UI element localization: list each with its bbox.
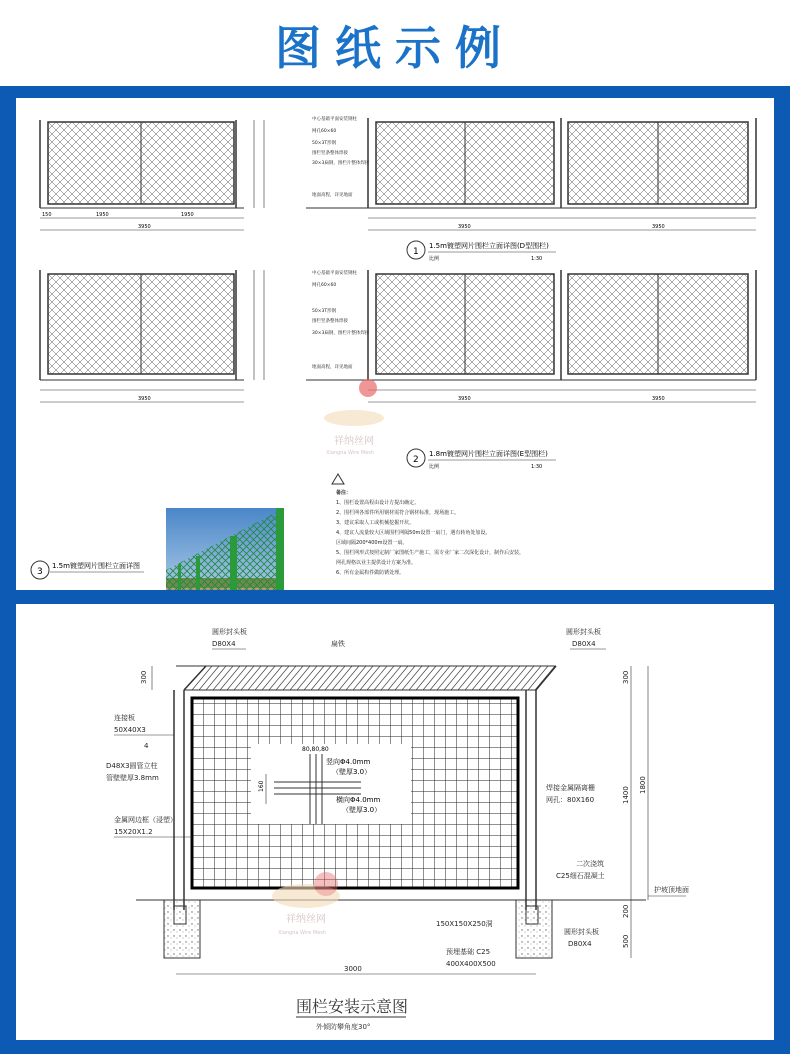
- svg-text:50X40X3: 50X40X3: [114, 726, 146, 734]
- svg-text:3、建议采取人工或机械挖掘开坑。: 3、建议采取人工或机械挖掘开坑。: [336, 520, 415, 526]
- svg-text:1.5m镀塑网片围栏立面详图: 1.5m镀塑网片围栏立面详图: [52, 562, 140, 570]
- svg-text:D80X4: D80X4: [212, 640, 236, 648]
- svg-text:网孔：80X160: 网孔：80X160: [546, 796, 595, 804]
- svg-text:3950: 3950: [652, 396, 665, 402]
- svg-text:祥纳丝网: 祥纳丝网: [334, 436, 374, 447]
- svg-text:300: 300: [622, 670, 630, 684]
- svg-text:1800: 1800: [639, 776, 647, 794]
- svg-text:3: 3: [37, 567, 43, 577]
- svg-text:中心基础平面安装钢柱: 中心基础平面安装钢柱: [312, 117, 357, 122]
- svg-text:1.5m镀塑网片围栏立面详图(D型围栏): 1.5m镀塑网片围栏立面详图(D型围栏): [429, 242, 549, 250]
- svg-text:祥纳丝网: 祥纳丝网: [286, 914, 326, 925]
- svg-text:网孔60×60: 网孔60×60: [312, 129, 337, 134]
- svg-text:D80X4: D80X4: [568, 940, 592, 948]
- svg-text:区域间隔200*400m设置一扇。: 区域间隔200*400m设置一扇。: [336, 540, 408, 546]
- mesh-top-dims: 80,80,80: [302, 746, 329, 753]
- svg-text:4、建议人流量较大区域围栏网隔50m设置一扇门，遇有转角处加: 4、建议人流量较大区域围栏网隔50m设置一扇门，遇有转角处加设。: [336, 530, 491, 536]
- elevation-2-left: [40, 270, 264, 402]
- top-spikes: [176, 666, 556, 690]
- mesh-side-dims: 160: [258, 780, 265, 792]
- svg-text:地面高程，详见地面: 地面高程，详见地面: [312, 193, 353, 198]
- svg-text:1950: 1950: [96, 212, 109, 218]
- svg-text:D80X4: D80X4: [572, 640, 596, 648]
- svg-text:150X150X250洞: 150X150X250洞: [436, 920, 493, 928]
- elevation-2-caption: [407, 449, 556, 470]
- vertical-bar-label: 竖向Φ4.0mm: [326, 758, 371, 766]
- elevation-3-caption: [31, 561, 144, 579]
- svg-text:备注：: 备注：: [336, 490, 352, 496]
- elevation-2-right: [359, 270, 756, 402]
- elevation-1-left: [40, 120, 264, 230]
- diagram-caption: [296, 997, 408, 1031]
- svg-text:连接板: 连接板: [114, 714, 135, 722]
- svg-text:地面高程，详见地面: 地面高程，详见地面: [312, 365, 353, 370]
- page-title-bar: [0, 0, 790, 86]
- elevation-1-caption: [407, 241, 556, 262]
- svg-text:3950: 3950: [652, 224, 665, 230]
- svg-text:1:30: 1:30: [531, 464, 543, 470]
- svg-text:30×3扁钢，围栏片整体焊接: 30×3扁钢，围栏片整体焊接: [312, 331, 370, 336]
- svg-text:圆形封头板: 圆形封头板: [564, 928, 599, 936]
- svg-text:500: 500: [622, 934, 630, 948]
- svg-text:4: 4: [144, 742, 149, 750]
- svg-text:300: 300: [140, 670, 148, 684]
- notes-block: [332, 474, 524, 576]
- watermark-top: [324, 410, 384, 456]
- svg-text:50×3T形钢: 50×3T形钢: [312, 141, 337, 146]
- svg-text:护坡顶地面: 护坡顶地面: [654, 886, 689, 894]
- top-drawing-sheet: [16, 98, 774, 594]
- svg-text:预埋基础 C25: 预埋基础 C25: [446, 948, 491, 956]
- svg-text:400X400X500: 400X400X500: [446, 960, 496, 968]
- svg-text:焊接金属隔离栅: 焊接金属隔离栅: [546, 784, 595, 792]
- svg-text:Xiangna Wire Mesh: Xiangna Wire Mesh: [278, 930, 327, 936]
- top-drawing-frame: [0, 86, 790, 604]
- svg-text:1:30: 1:30: [531, 256, 543, 262]
- svg-text:圆形封头板: 圆形封头板: [212, 628, 247, 636]
- svg-text:3950: 3950: [458, 396, 471, 402]
- horizontal-bar-label: 横向Φ4.0mm: [336, 796, 381, 804]
- horizontal-bar-sub: （壁厚3.0）: [342, 806, 382, 814]
- svg-text:围栏安装示意图: 围栏安装示意图: [296, 997, 409, 1016]
- svg-text:3950: 3950: [138, 224, 151, 230]
- svg-text:5、围栏网形式按照定制厂家图纸生产施工，需专业厂家二次深化设: 5、围栏网形式按照定制厂家图纸生产施工，需专业厂家二次深化设计，制作后安装，: [336, 550, 525, 556]
- elevation-1-right: [368, 118, 756, 230]
- svg-text:网孔规格以业主提供设计方案为准。: 网孔规格以业主提供设计方案为准。: [336, 560, 417, 566]
- svg-text:比例: 比例: [429, 256, 440, 262]
- svg-text:Xiangna Wire Mesh: Xiangna Wire Mesh: [326, 450, 375, 456]
- svg-text:15X20X1.2: 15X20X1.2: [114, 828, 153, 836]
- foundations: [164, 900, 552, 958]
- svg-text:1.8m镀塑网片围栏立面详图(E型围栏): 1.8m镀塑网片围栏立面详图(E型围栏): [429, 450, 548, 458]
- svg-text:1400: 1400: [622, 786, 630, 804]
- bottom-drawing-frame: [0, 590, 790, 1054]
- svg-text:网孔60×60: 网孔60×60: [312, 283, 337, 288]
- installation-diagram: [16, 604, 774, 1040]
- top-labels: [212, 627, 606, 649]
- svg-text:管壁壁厚3.8mm: 管壁壁厚3.8mm: [106, 774, 159, 782]
- svg-text:1950: 1950: [181, 212, 194, 218]
- vertical-bar-sub: （壁厚3.0）: [332, 768, 372, 776]
- svg-text:1、围栏设置高程由设计方提出确定。: 1、围栏设置高程由设计方提出确定。: [336, 500, 420, 506]
- svg-text:金属网边框（浸塑）: 金属网边框（浸塑）: [114, 816, 177, 824]
- svg-text:1: 1: [413, 247, 419, 257]
- svg-text:二次浇筑: 二次浇筑: [576, 860, 604, 868]
- bottom-drawing-sheet: [16, 604, 774, 1040]
- svg-text:2: 2: [413, 455, 419, 465]
- svg-text:围栏竖条整体焊接: 围栏竖条整体焊接: [312, 319, 348, 324]
- elevation-drawings: [16, 98, 774, 594]
- mesh-detail-cutout: [251, 744, 411, 824]
- svg-text:6、所有金属构件做防锈处理。: 6、所有金属构件做防锈处理。: [336, 570, 405, 576]
- svg-text:围栏竖条整体焊接: 围栏竖条整体焊接: [312, 151, 348, 156]
- svg-text:D48X3圆管立柱: D48X3圆管立柱: [106, 762, 158, 770]
- svg-text:外倾防攀角度30°: 外倾防攀角度30°: [316, 1023, 371, 1031]
- svg-text:30×3扁钢，围栏片整体焊接: 30×3扁钢，围栏片整体焊接: [312, 161, 370, 166]
- svg-text:2、围栏网各部件所用钢材需符合钢材标准，现场施工。: 2、围栏网各部件所用钢材需符合钢材标准，现场施工。: [336, 510, 460, 516]
- svg-text:圆形封头板: 圆形封头板: [566, 628, 601, 636]
- svg-text:比例: 比例: [429, 464, 440, 470]
- svg-text:50×3T形钢: 50×3T形钢: [312, 309, 337, 314]
- svg-text:3950: 3950: [458, 224, 471, 230]
- svg-text:中心基础平面安装钢柱: 中心基础平面安装钢柱: [312, 271, 357, 276]
- left-labels: [106, 713, 192, 837]
- svg-text:3950: 3950: [138, 396, 151, 402]
- svg-text:150: 150: [42, 212, 52, 218]
- svg-text:扁铁: 扁铁: [331, 640, 345, 648]
- svg-text:C25细石混凝土: C25细石混凝土: [556, 872, 605, 880]
- svg-text:3000: 3000: [344, 965, 362, 973]
- svg-text:200: 200: [622, 904, 630, 918]
- page-title: 图纸示例: [275, 21, 515, 75]
